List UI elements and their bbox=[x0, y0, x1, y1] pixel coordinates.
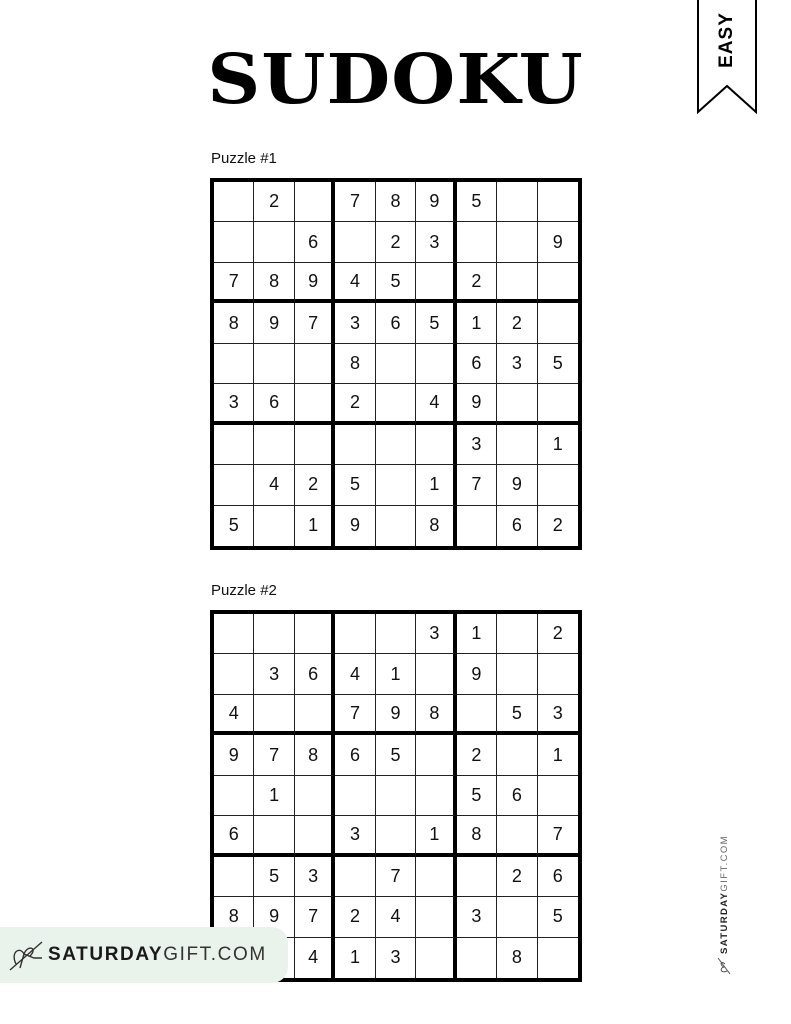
given-cell: 3 bbox=[457, 897, 497, 937]
empty-cell bbox=[416, 857, 456, 897]
given-cell: 3 bbox=[295, 857, 335, 897]
given-cell: 6 bbox=[457, 344, 497, 384]
empty-cell bbox=[497, 263, 537, 303]
watermark-brand-bold: SATURDAY bbox=[48, 944, 164, 965]
given-cell: 7 bbox=[214, 263, 254, 303]
empty-cell bbox=[335, 425, 375, 465]
given-cell: 8 bbox=[214, 897, 254, 937]
empty-cell bbox=[538, 938, 578, 978]
given-cell: 2 bbox=[538, 614, 578, 654]
given-cell: 4 bbox=[335, 263, 375, 303]
empty-cell bbox=[376, 506, 416, 546]
given-cell: 3 bbox=[214, 384, 254, 424]
empty-cell bbox=[376, 425, 416, 465]
empty-cell bbox=[538, 384, 578, 424]
given-cell: 1 bbox=[538, 735, 578, 775]
given-cell: 9 bbox=[254, 303, 294, 343]
given-cell: 7 bbox=[335, 695, 375, 735]
empty-cell bbox=[538, 263, 578, 303]
empty-cell bbox=[416, 425, 456, 465]
empty-cell bbox=[497, 182, 537, 222]
given-cell: 6 bbox=[214, 816, 254, 856]
given-cell: 2 bbox=[457, 735, 497, 775]
given-cell: 8 bbox=[335, 344, 375, 384]
empty-cell bbox=[457, 506, 497, 546]
given-cell: 1 bbox=[376, 654, 416, 694]
empty-cell bbox=[497, 816, 537, 856]
empty-cell bbox=[295, 182, 335, 222]
given-cell: 5 bbox=[457, 776, 497, 816]
empty-cell bbox=[214, 182, 254, 222]
empty-cell bbox=[416, 263, 456, 303]
given-cell: 6 bbox=[254, 384, 294, 424]
empty-cell bbox=[214, 776, 254, 816]
empty-cell bbox=[497, 735, 537, 775]
puzzle-2-label: Puzzle #2 bbox=[211, 582, 277, 599]
given-cell: 9 bbox=[214, 735, 254, 775]
empty-cell bbox=[254, 506, 294, 546]
given-cell: 4 bbox=[295, 938, 335, 978]
empty-cell bbox=[416, 776, 456, 816]
given-cell: 5 bbox=[376, 263, 416, 303]
given-cell: 9 bbox=[416, 182, 456, 222]
empty-cell bbox=[214, 425, 254, 465]
given-cell: 8 bbox=[295, 735, 335, 775]
given-cell: 2 bbox=[335, 897, 375, 937]
given-cell: 5 bbox=[538, 897, 578, 937]
given-cell: 4 bbox=[335, 654, 375, 694]
given-cell: 8 bbox=[497, 938, 537, 978]
empty-cell bbox=[214, 857, 254, 897]
watermark-brand-domain: GIFT.COM bbox=[163, 944, 267, 965]
empty-cell bbox=[295, 384, 335, 424]
given-cell: 9 bbox=[254, 897, 294, 937]
empty-cell bbox=[457, 938, 497, 978]
given-cell: 3 bbox=[497, 344, 537, 384]
side-watermark bbox=[712, 830, 736, 980]
empty-cell bbox=[335, 222, 375, 262]
empty-cell bbox=[457, 222, 497, 262]
given-cell: 1 bbox=[416, 465, 456, 505]
given-cell: 7 bbox=[295, 897, 335, 937]
empty-cell bbox=[335, 776, 375, 816]
given-cell: 3 bbox=[254, 654, 294, 694]
given-cell: 9 bbox=[376, 695, 416, 735]
given-cell: 5 bbox=[376, 735, 416, 775]
empty-cell bbox=[254, 222, 294, 262]
empty-cell bbox=[376, 344, 416, 384]
difficulty-label-wrap bbox=[697, 0, 757, 82]
given-cell: 3 bbox=[416, 614, 456, 654]
given-cell: 7 bbox=[538, 816, 578, 856]
given-cell: 5 bbox=[254, 857, 294, 897]
empty-cell bbox=[254, 344, 294, 384]
empty-cell bbox=[538, 776, 578, 816]
given-cell: 7 bbox=[254, 735, 294, 775]
empty-cell bbox=[295, 614, 335, 654]
given-cell: 5 bbox=[457, 182, 497, 222]
given-cell: 1 bbox=[457, 614, 497, 654]
empty-cell bbox=[538, 465, 578, 505]
side-gift-bow-icon bbox=[717, 957, 731, 975]
given-cell: 6 bbox=[295, 654, 335, 694]
given-cell: 9 bbox=[497, 465, 537, 505]
given-cell: 7 bbox=[335, 182, 375, 222]
given-cell: 1 bbox=[295, 506, 335, 546]
empty-cell bbox=[254, 816, 294, 856]
given-cell: 6 bbox=[497, 776, 537, 816]
given-cell: 6 bbox=[376, 303, 416, 343]
given-cell: 2 bbox=[497, 857, 537, 897]
difficulty-label: EASY bbox=[716, 12, 737, 68]
empty-cell bbox=[376, 465, 416, 505]
given-cell: 8 bbox=[214, 303, 254, 343]
empty-cell bbox=[295, 816, 335, 856]
given-cell: 1 bbox=[416, 816, 456, 856]
given-cell: 1 bbox=[457, 303, 497, 343]
given-cell: 2 bbox=[457, 263, 497, 303]
empty-cell bbox=[416, 897, 456, 937]
empty-cell bbox=[497, 384, 537, 424]
empty-cell bbox=[497, 425, 537, 465]
given-cell: 6 bbox=[497, 506, 537, 546]
empty-cell bbox=[254, 425, 294, 465]
given-cell: 2 bbox=[335, 384, 375, 424]
given-cell: 2 bbox=[254, 182, 294, 222]
given-cell: 3 bbox=[538, 695, 578, 735]
given-cell: 5 bbox=[538, 344, 578, 384]
given-cell: 1 bbox=[254, 776, 294, 816]
empty-cell bbox=[295, 776, 335, 816]
gift-bow-icon bbox=[8, 938, 44, 972]
empty-cell bbox=[416, 938, 456, 978]
empty-cell bbox=[335, 614, 375, 654]
empty-cell bbox=[335, 857, 375, 897]
empty-cell bbox=[497, 654, 537, 694]
empty-cell bbox=[416, 654, 456, 694]
given-cell: 2 bbox=[295, 465, 335, 505]
empty-cell bbox=[497, 897, 537, 937]
empty-cell bbox=[295, 344, 335, 384]
empty-cell bbox=[416, 344, 456, 384]
empty-cell bbox=[214, 614, 254, 654]
given-cell: 8 bbox=[416, 506, 456, 546]
empty-cell bbox=[538, 182, 578, 222]
given-cell: 5 bbox=[497, 695, 537, 735]
given-cell: 5 bbox=[214, 506, 254, 546]
empty-cell bbox=[497, 614, 537, 654]
given-cell: 4 bbox=[254, 465, 294, 505]
given-cell: 9 bbox=[538, 222, 578, 262]
empty-cell bbox=[457, 857, 497, 897]
given-cell: 7 bbox=[295, 303, 335, 343]
given-cell: 8 bbox=[457, 816, 497, 856]
empty-cell bbox=[538, 654, 578, 694]
saturdaygift-watermark bbox=[0, 927, 288, 983]
difficulty-ribbon bbox=[697, 0, 757, 114]
empty-cell bbox=[214, 222, 254, 262]
empty-cell bbox=[214, 654, 254, 694]
given-cell: 2 bbox=[376, 222, 416, 262]
given-cell: 5 bbox=[416, 303, 456, 343]
given-cell: 8 bbox=[376, 182, 416, 222]
puzzle-1-grid bbox=[210, 178, 582, 550]
given-cell: 3 bbox=[335, 816, 375, 856]
given-cell: 2 bbox=[497, 303, 537, 343]
given-cell: 3 bbox=[335, 303, 375, 343]
given-cell: 1 bbox=[335, 938, 375, 978]
empty-cell bbox=[214, 465, 254, 505]
given-cell: 6 bbox=[538, 857, 578, 897]
watermark-text bbox=[48, 944, 267, 966]
empty-cell bbox=[538, 303, 578, 343]
given-cell: 6 bbox=[335, 735, 375, 775]
side-watermark-domain: GIFT.COM bbox=[718, 835, 730, 892]
given-cell: 8 bbox=[416, 695, 456, 735]
empty-cell bbox=[254, 695, 294, 735]
given-cell: 5 bbox=[335, 465, 375, 505]
given-cell: 3 bbox=[457, 425, 497, 465]
empty-cell bbox=[295, 425, 335, 465]
given-cell: 3 bbox=[376, 938, 416, 978]
given-cell: 1 bbox=[538, 425, 578, 465]
empty-cell bbox=[214, 344, 254, 384]
given-cell: 9 bbox=[457, 654, 497, 694]
given-cell: 4 bbox=[376, 897, 416, 937]
empty-cell bbox=[376, 816, 416, 856]
given-cell: 6 bbox=[295, 222, 335, 262]
given-cell: 8 bbox=[254, 263, 294, 303]
given-cell: 9 bbox=[295, 263, 335, 303]
page-title: SUDOKU bbox=[207, 40, 584, 120]
given-cell: 9 bbox=[335, 506, 375, 546]
side-watermark-bold: SATURDAY bbox=[718, 891, 730, 954]
puzzle-1-label: Puzzle #1 bbox=[211, 150, 277, 167]
given-cell: 4 bbox=[214, 695, 254, 735]
empty-cell bbox=[376, 776, 416, 816]
empty-cell bbox=[416, 735, 456, 775]
given-cell: 2 bbox=[552, 515, 563, 536]
empty-cell bbox=[497, 222, 537, 262]
given-cell: 3 bbox=[416, 222, 456, 262]
empty-cell bbox=[376, 614, 416, 654]
empty-cell bbox=[254, 614, 294, 654]
empty-cell bbox=[376, 384, 416, 424]
given-cell: 7 bbox=[376, 857, 416, 897]
empty-cell bbox=[295, 695, 335, 735]
given-cell: 9 bbox=[457, 384, 497, 424]
given-cell: 4 bbox=[416, 384, 456, 424]
given-cell: 7 bbox=[457, 465, 497, 505]
empty-cell bbox=[457, 695, 497, 735]
